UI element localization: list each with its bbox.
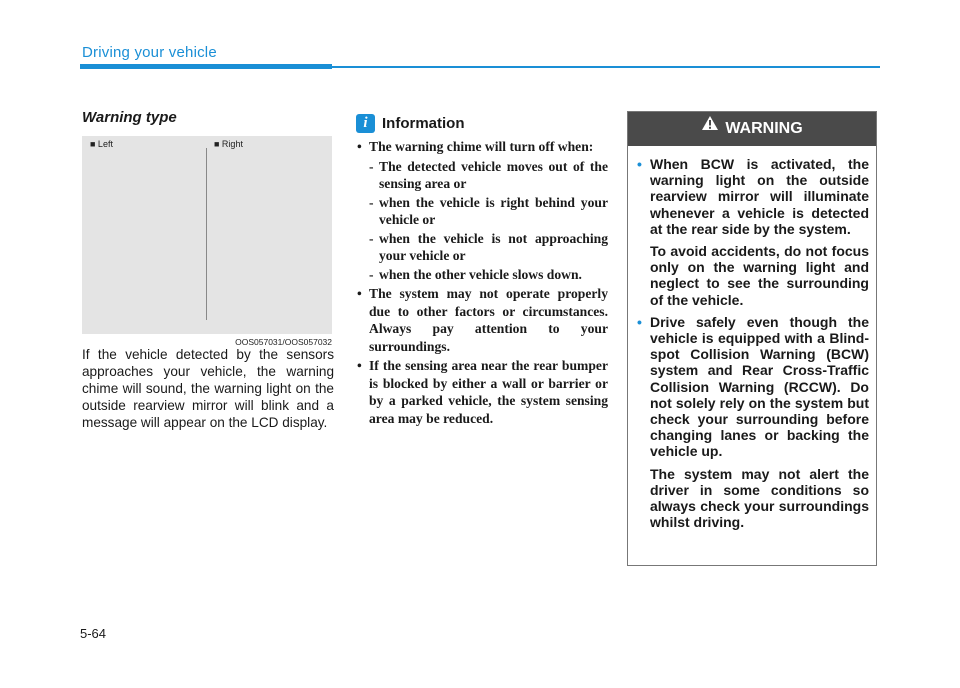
mirror-illustration xyxy=(82,136,332,347)
info-item xyxy=(354,285,608,355)
info-item xyxy=(354,357,608,427)
image-code: OOS057031/OOS057032 xyxy=(235,337,332,347)
image-label-right: ■ Right xyxy=(214,139,243,149)
image-label-left: ■ Left xyxy=(90,139,113,149)
bullet-icon: • xyxy=(637,156,642,172)
warning-item xyxy=(635,314,869,531)
warning-type-heading: Warning type xyxy=(82,109,177,126)
info-sublist xyxy=(369,158,608,284)
warning-paragraph: When BCW is activated, the warning light on the outside rearview mirror will illuminate whenever a vehicle is detected at the rear side by the system. xyxy=(650,156,869,237)
header-bar-accent xyxy=(80,64,332,69)
header-rule xyxy=(332,66,880,68)
info-list xyxy=(354,138,608,427)
page-number: 5-64 xyxy=(80,626,107,641)
info-title: Information xyxy=(382,115,465,132)
warning-paragraph: To avoid accidents, do not focus only on the warning light and neglect to see the surrounding of the vehicle. xyxy=(650,243,869,308)
warning-item xyxy=(635,156,869,308)
image-divider xyxy=(206,148,207,320)
warning-paragraph: Drive safely even though the vehicle is equipped with a Blind-spot Collision Warning (BCW) system and Rear Cross-Traffic Collision Warning (RCCW). Do not solely rely on the system but check your surrounding before changing lanes or backing the vehicle up. xyxy=(650,313,869,460)
info-subitem: - when the other vehicle slows down. xyxy=(369,266,582,282)
warning-title: WARNING xyxy=(725,120,803,137)
info-item-text: The warning chime will turn off when: xyxy=(369,139,594,154)
warning-box xyxy=(627,111,877,566)
warning-triangle-icon xyxy=(701,110,719,144)
info-icon: i xyxy=(356,114,375,133)
section-title: Driving your vehicle xyxy=(82,44,217,61)
warning-paragraph: The system may not alert the driver in some conditions so always check your surroundings whilst driving. xyxy=(650,465,869,531)
info-subitem: - The detected vehicle moves out of the sensing area or xyxy=(369,158,608,191)
info-item-text: The system may not operate properly due to other factors or circumstances. Always pay attention to your surroundings. xyxy=(369,286,608,354)
info-subitem: - when the vehicle is not approaching your vehicle or xyxy=(369,230,608,263)
warning-header xyxy=(628,112,876,146)
warning-content xyxy=(635,156,869,530)
info-item-text: If the sensing area near the rear bumper is blocked by either a wall or barrier or by a parked vehicle, the system sensing area may be reduced. xyxy=(369,358,608,426)
warning-type-description: If the vehicle detected by the sensors approaches your vehicle, the warning chime will sound, the warning light on the outside rearview mirror will blink and a message will appear on the LCD display. xyxy=(82,347,334,430)
info-subitem: - when the vehicle is right behind your vehicle or xyxy=(369,194,608,227)
info-item xyxy=(354,138,608,283)
bullet-icon: • xyxy=(637,313,642,330)
